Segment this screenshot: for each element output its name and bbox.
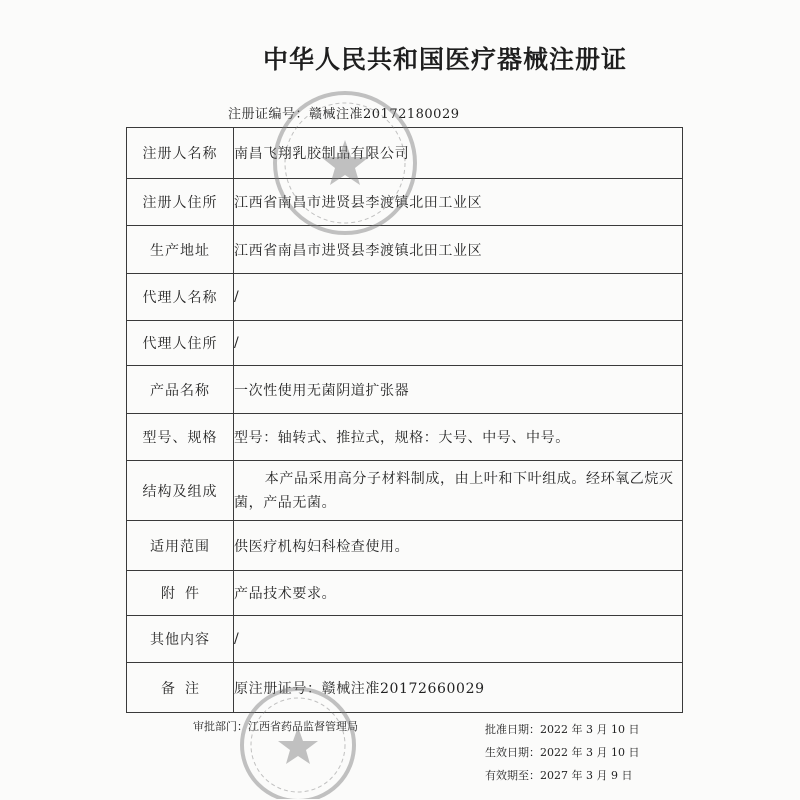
row-structure-composition <box>127 461 683 521</box>
value-registrant-address: 江西省南昌市进贤县李渡镇北田工业区 <box>234 179 683 226</box>
row-production-address <box>127 226 683 274</box>
label-product-name: 产品名称 <box>127 366 234 414</box>
row-registrant-name <box>127 128 683 179</box>
row-agent-name <box>127 274 683 321</box>
label-model-specification: 型号、规格 <box>127 414 234 461</box>
registration-number-value: 赣械注准20172180029 <box>309 107 460 122</box>
label-registrant-address: 注册人住所 <box>127 179 234 226</box>
label-registrant-name: 注册人名称 <box>127 128 234 179</box>
label-production-address: 生产地址 <box>127 226 234 274</box>
row-registrant-address <box>127 179 683 226</box>
approval-date <box>485 718 639 741</box>
label-agent-address: 代理人住所 <box>127 321 234 366</box>
value-agent-name: / <box>234 274 683 321</box>
label-structure-composition: 结构及组成 <box>127 461 234 521</box>
value-other-content: / <box>234 616 683 663</box>
certificate-dates <box>485 718 639 787</box>
expiry-date-value: 2027 年 3 月 9 日 <box>540 769 633 782</box>
label-agent-name: 代理人名称 <box>127 274 234 321</box>
row-scope-of-use <box>127 521 683 571</box>
registration-number <box>228 103 460 122</box>
approval-department-value: 江西省药品监督管理局 <box>248 720 358 733</box>
row-remarks <box>127 663 683 713</box>
value-scope-of-use: 供医疗机构妇科检查使用。 <box>234 521 683 571</box>
row-product-name <box>127 366 683 414</box>
row-other-content <box>127 616 683 663</box>
label-scope-of-use: 适用范围 <box>127 521 234 571</box>
label-other-content: 其他内容 <box>127 616 234 663</box>
value-agent-address: / <box>234 321 683 366</box>
value-structure-composition: 本产品采用高分子材料制成，由上叶和下叶组成。经环氧乙烷灭菌，产品无菌。 <box>234 470 674 511</box>
value-structure-composition-cell <box>234 461 683 521</box>
approval-department <box>193 718 358 734</box>
label-remarks: 备注 <box>127 663 234 713</box>
expiry-date <box>485 764 639 787</box>
expiry-date-label: 有效期至： <box>485 769 540 782</box>
row-attachment <box>127 571 683 616</box>
certificate-title: 中华人民共和国医疗器械注册证 <box>262 45 627 74</box>
value-model-specification: 型号：轴转式、推拉式，规格：大号、中号、中号。 <box>234 414 683 461</box>
value-attachment: 产品技术要求。 <box>234 571 683 616</box>
effective-date <box>485 741 639 764</box>
approval-date-label: 批准日期： <box>485 723 540 736</box>
registration-number-label: 注册证编号： <box>228 107 310 122</box>
value-production-address: 江西省南昌市进贤县李渡镇北田工业区 <box>234 226 683 274</box>
certificate-table <box>126 127 683 713</box>
effective-date-value: 2022 年 3 月 10 日 <box>540 746 640 759</box>
label-attachment: 附件 <box>127 571 234 616</box>
effective-date-label: 生效日期： <box>485 746 540 759</box>
value-remarks: 原注册证号：赣械注准20172660029 <box>234 663 683 713</box>
value-registrant-name: 南昌飞翔乳胶制品有限公司 <box>234 128 683 179</box>
approval-date-value: 2022 年 3 月 10 日 <box>540 723 640 736</box>
approval-department-label: 审批部门： <box>193 720 248 733</box>
value-product-name: 一次性使用无菌阴道扩张器 <box>234 366 683 414</box>
row-agent-address <box>127 321 683 366</box>
row-model-specification <box>127 414 683 461</box>
